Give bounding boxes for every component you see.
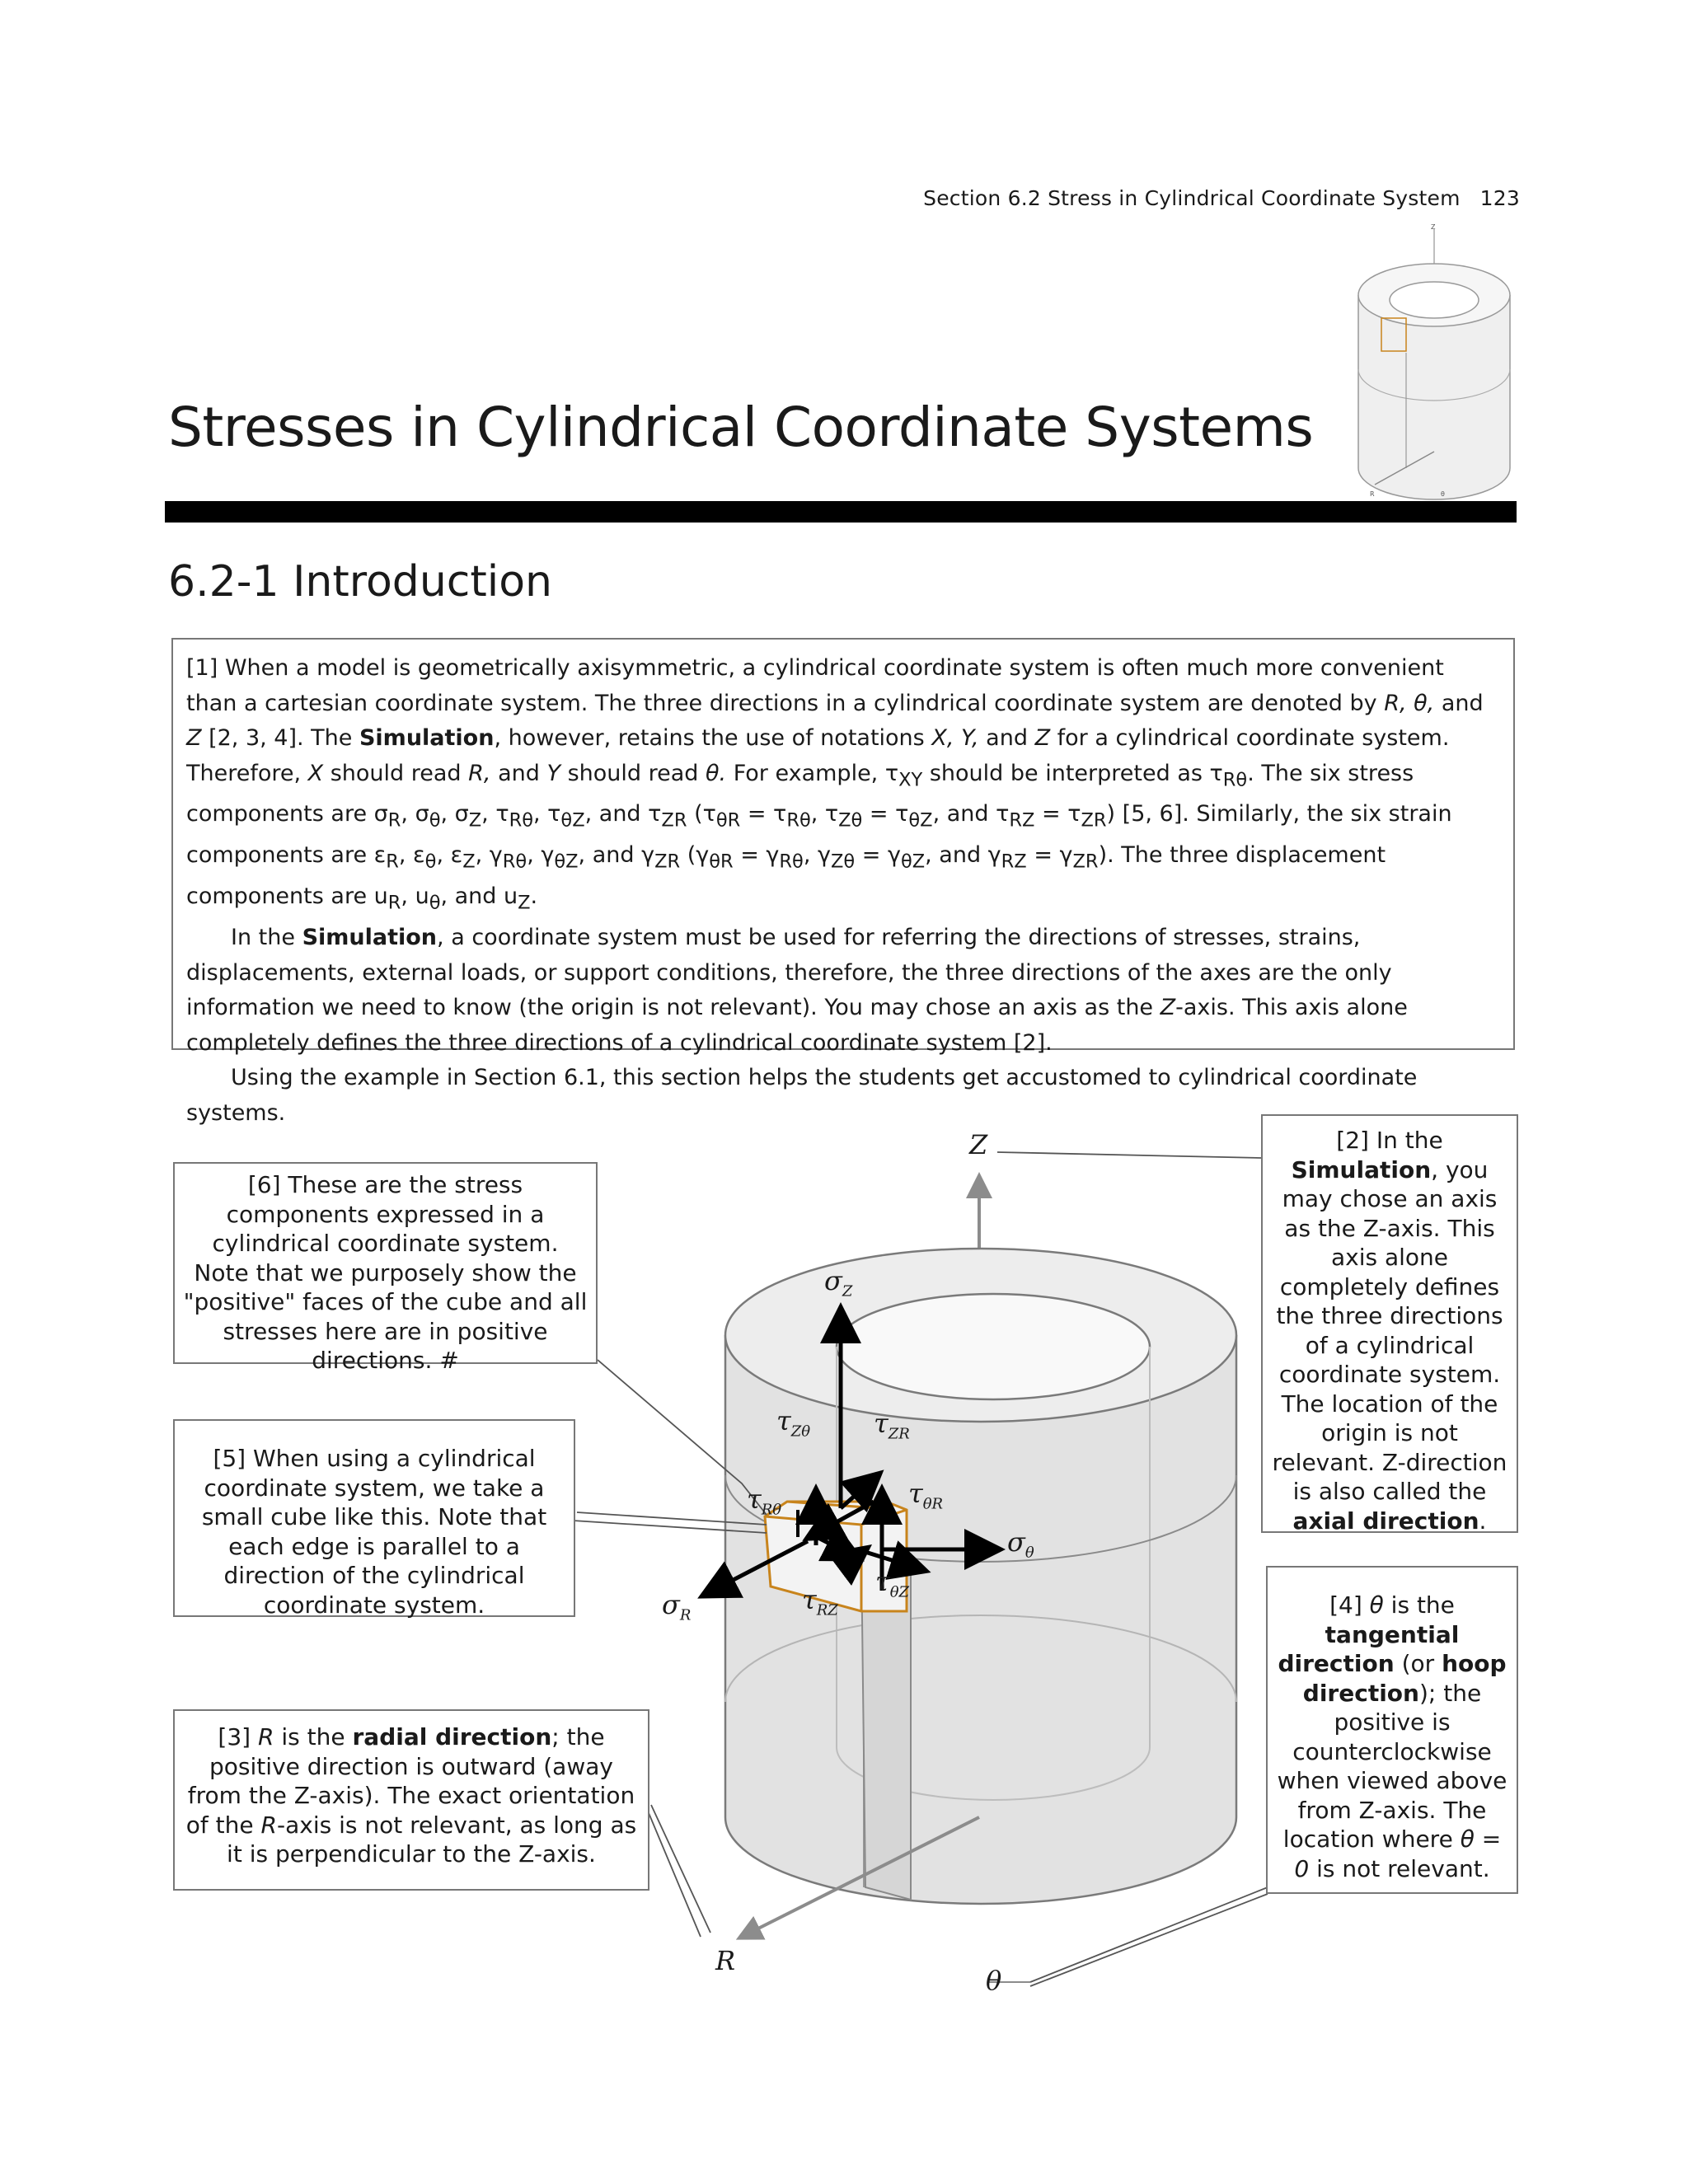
label-sigma-z: $\sigma_Z$ bbox=[824, 1265, 853, 1301]
intro-paragraph-1: [1] When a model is geometrically axisymmetric, a cylindrical coordinate system is often much more convenient than a cartesian coordinate system. The three directions in a cylindrical coordinate system are denoted by R, θ, and Z [2, 3, 4]. The Simulation, however, retains the use of notations X, Y, and Z for a cylindrical coordinate system. Therefore, X should read R, and Y should read θ. For example, $\tau_{XY}$ should be interpreted as $\tau_{R\theta}$. The six stress components are $\sigma_R$, $\sigma_\theta$, $\sigma_Z$, $\tau_{R\theta}$, $\tau_{\theta Z}$, and $\tau_{ZR}$ ($\tau_{\theta R} = \tau_{R\theta}$, $\tau_{Z\theta} = \tau_{\theta Z}$, and $\tau_{RZ} = \tau_{ZR}$) [5, 6]. Similarly, the six strain components are $\varepsilon_R$, $\varepsilon_\theta$, $\varepsilon_Z$, $\gamma_{R\theta}$, $\gamma_{\theta Z}$, and $\gamma_{ZR}$ ($\gamma_{\theta R} = \gamma_{R\theta}$, $\gamma_{Z\theta} = \gamma_{\theta Z}$, and $\gamma_{RZ} = \gamma_{ZR}$). The three displacement components are $u_R$, $u_\theta$, and $u_Z$. bbox=[186, 655, 1484, 914]
subsection-heading: 6.2-1 Introduction bbox=[168, 557, 552, 607]
thumb-theta-label: θ bbox=[1441, 490, 1445, 498]
running-header bbox=[923, 186, 1520, 210]
intro-paragraph-3: Using the example in Section 6.1, this section helps the students get accustomed to cylindrical coordinate systems. bbox=[186, 1065, 1418, 1126]
label-r-axis: R bbox=[715, 1945, 736, 1976]
label-tau-ztheta: $\tau_{Z\theta}$ bbox=[776, 1405, 811, 1441]
label-theta-axis: θ bbox=[986, 1965, 1002, 1996]
running-header-section: Section 6.2 Stress in Cylindrical Coordinate System bbox=[923, 186, 1461, 210]
callout-4: [4] θ is the tangential direction (or hoop direction); the positive is counterclockwise when viewed above from Z-axis. The location where θ = 0 is not relevant. bbox=[1266, 1566, 1518, 1894]
label-tau-zr: $\tau_{ZR}$ bbox=[874, 1408, 910, 1443]
callout-5: [5] When using a cylindrical coordinate system, we take a small cube like this. Note that each edge is parallel to a direction of the cylindrical coordinate system. bbox=[173, 1419, 575, 1617]
title-rule bbox=[165, 501, 1517, 523]
thumb-r-label: R bbox=[1370, 490, 1375, 498]
label-z-axis: Z bbox=[969, 1129, 988, 1160]
thumb-z-label: Z bbox=[1431, 223, 1436, 231]
label-tau-thetaz: $\tau_{\theta Z}$ bbox=[875, 1566, 910, 1601]
intro-text-box bbox=[171, 638, 1515, 1126]
label-tau-rtheta: $\tau_{R\theta}$ bbox=[747, 1483, 782, 1519]
callout-6: [6] These are the stress components expressed in a cylindrical coordinate system. Note that we purposely show the "positive" faces of the cube and all stresses here are in positive directions. # bbox=[173, 1162, 598, 1364]
label-sigma-theta: $\sigma_\theta$ bbox=[1007, 1526, 1034, 1562]
page-number: 123 bbox=[1479, 186, 1520, 210]
page-title: Stresses in Cylindrical Coordinate Systems bbox=[168, 396, 1314, 459]
thumb-cylinder-hole bbox=[1390, 282, 1479, 318]
callout-3: [3] R is the radial direction; the positive direction is outward (away from the Z-axis). The exact orientation of the R-axis is not relevant, as long as it is perpendicular to the Z-axis. bbox=[173, 1709, 649, 1891]
label-sigma-r: $\sigma_R$ bbox=[662, 1589, 692, 1624]
label-tau-rz: $\tau_{RZ}$ bbox=[802, 1584, 838, 1619]
intro-paragraph-2: In the Simulation, a coordinate system must be used for referring the directions of stresses, strains, displacements, external loads, or support conditions, therefore, the three directions of the axes are the only information we need to know (the origin is not relevant). You may chose an axis as the Z-axis. This axis alone completely defines the three directions of a cylindrical coordinate system [2]. bbox=[186, 925, 1408, 1056]
cylinder-inner-hole bbox=[837, 1294, 1150, 1399]
label-tau-thetar: $\tau_{\theta R}$ bbox=[908, 1478, 944, 1513]
chapter-thumbnail-figure bbox=[1325, 221, 1523, 501]
callout-2: [2] In the Simulation, you may chose an axis as the Z-axis. This axis alone completely defines the three directions of a cylindrical coordinate system. The location of the origin is not relevant. Z-direction is also called the axial direction. bbox=[1261, 1114, 1518, 1533]
